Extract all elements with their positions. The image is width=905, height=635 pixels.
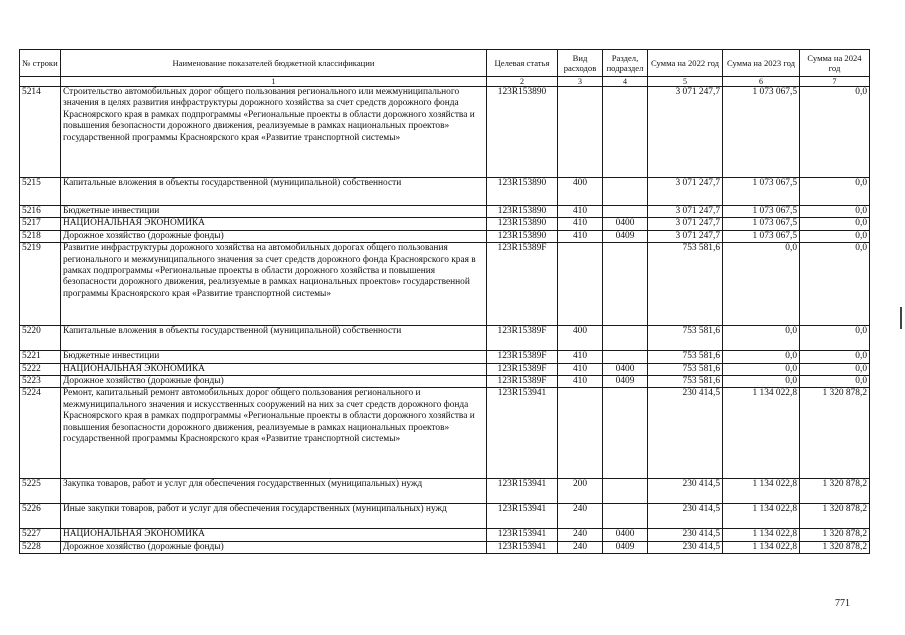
table-row <box>20 363 870 375</box>
row-sum-2022: 753 581,6 <box>648 376 723 388</box>
table-row <box>20 504 870 529</box>
row-name: Ремонт, капитальный ремонт автомобильных дорог общего пользования регионального и межмуниципального значения и искусственных сооружений на них за счет средств дорожного фонда Красноярского края в рамках подпрограммы «Региональные проекты в области дорожного хозяйства и повышения безопасности дорожного движения, реализуемые в рамках национальных проектов» государственной программы Красноярского края «Развитие транспортной системы» <box>61 388 487 479</box>
column-number: 2 <box>487 77 558 87</box>
row-expense-kind <box>558 388 603 479</box>
row-target-code: 123R15389F <box>487 243 558 326</box>
row-section <box>603 479 648 504</box>
row-number: 5215 <box>20 178 61 206</box>
header-section: Раздел, подраздел <box>603 50 648 77</box>
header-row-no: № строки <box>20 50 61 77</box>
header-target: Целевая статья <box>487 50 558 77</box>
row-target-code: 123R153941 <box>487 504 558 529</box>
row-expense-kind <box>558 243 603 326</box>
row-name: Бюджетные инвестиции <box>61 206 487 218</box>
row-name: НАЦИОНАЛЬНАЯ ЭКОНОМИКА <box>61 218 487 230</box>
row-number: 5222 <box>20 363 61 375</box>
row-target-code: 123R153941 <box>487 479 558 504</box>
row-sum-2022: 3 071 247,7 <box>648 230 723 242</box>
row-sum-2022: 3 071 247,7 <box>648 206 723 218</box>
row-name: Дорожное хозяйство (дорожные фонды) <box>61 376 487 388</box>
row-number: 5225 <box>20 479 61 504</box>
table-row <box>20 388 870 479</box>
row-sum-2023: 0,0 <box>723 351 800 363</box>
row-name: Иные закупки товаров, работ и услуг для обеспечения государственных (муниципальных) нужд <box>61 504 487 529</box>
row-sum-2024: 0,0 <box>800 206 870 218</box>
row-expense-kind: 410 <box>558 230 603 242</box>
row-name: Развитие инфраструктуры дорожного хозяйства на автомобильных дорогах общего пользования регионального и межмуниципального значения за счет средств дорожного фонда Красноярского края в рамках подпрограммы «Региональные проекты в области дорожного хозяйства и повышения безопасности дорожного движения, реализуемые в рамках национальных проектов» государственной программы Красноярского края «Развитие транспортной системы» <box>61 243 487 326</box>
row-sum-2023: 1 134 022,8 <box>723 504 800 529</box>
row-sum-2024: 0,0 <box>800 376 870 388</box>
table-row <box>20 243 870 326</box>
row-name: Бюджетные инвестиции <box>61 351 487 363</box>
row-sum-2023: 1 134 022,8 <box>723 541 800 553</box>
row-section <box>603 326 648 351</box>
row-sum-2022: 3 071 247,7 <box>648 178 723 206</box>
row-section <box>603 388 648 479</box>
row-sum-2024: 0,0 <box>800 178 870 206</box>
row-sum-2023: 1 073 067,5 <box>723 230 800 242</box>
page-number: 771 <box>835 598 850 609</box>
row-sum-2022: 3 071 247,7 <box>648 218 723 230</box>
row-sum-2024: 0,0 <box>800 87 870 178</box>
row-sum-2024: 1 320 878,2 <box>800 541 870 553</box>
row-expense-kind: 410 <box>558 218 603 230</box>
row-sum-2023: 1 073 067,5 <box>723 178 800 206</box>
header-name: Наименование показателей бюджетной классификации <box>61 50 487 77</box>
row-section: 0409 <box>603 376 648 388</box>
row-sum-2023: 1 073 067,5 <box>723 87 800 178</box>
row-sum-2024: 1 320 878,2 <box>800 479 870 504</box>
row-number: 5228 <box>20 541 61 553</box>
header-row <box>20 50 870 77</box>
row-target-code: 123R15389F <box>487 363 558 375</box>
row-section: 0400 <box>603 363 648 375</box>
row-expense-kind: 400 <box>558 178 603 206</box>
table-row <box>20 206 870 218</box>
row-target-code: 123R15389F <box>487 326 558 351</box>
column-number-row <box>20 77 870 87</box>
row-sum-2024: 0,0 <box>800 326 870 351</box>
header-sum-2024: Сумма на 2024 год <box>800 50 870 77</box>
row-sum-2023: 0,0 <box>723 326 800 351</box>
row-expense-kind: 410 <box>558 376 603 388</box>
row-sum-2022: 230 414,5 <box>648 479 723 504</box>
row-sum-2024: 0,0 <box>800 230 870 242</box>
row-sum-2024: 1 320 878,2 <box>800 529 870 541</box>
row-sum-2022: 753 581,6 <box>648 351 723 363</box>
row-target-code: 123R15389F <box>487 376 558 388</box>
row-sum-2022: 230 414,5 <box>648 504 723 529</box>
header-sum-2022: Сумма на 2022 год <box>648 50 723 77</box>
row-sum-2024: 1 320 878,2 <box>800 504 870 529</box>
row-section: 0400 <box>603 218 648 230</box>
header-sum-2023: Сумма на 2023 год <box>723 50 800 77</box>
scan-edge-mark <box>900 307 902 329</box>
row-section: 0409 <box>603 541 648 553</box>
table-row <box>20 218 870 230</box>
row-name: НАЦИОНАЛЬНАЯ ЭКОНОМИКА <box>61 529 487 541</box>
row-sum-2022: 753 581,6 <box>648 243 723 326</box>
row-target-code: 123R153941 <box>487 529 558 541</box>
row-number: 5226 <box>20 504 61 529</box>
row-sum-2022: 753 581,6 <box>648 326 723 351</box>
row-section <box>603 351 648 363</box>
row-sum-2024: 0,0 <box>800 351 870 363</box>
row-target-code: 123R153890 <box>487 87 558 178</box>
row-number: 5227 <box>20 529 61 541</box>
row-sum-2022: 230 414,5 <box>648 541 723 553</box>
row-number: 5220 <box>20 326 61 351</box>
column-number: 3 <box>558 77 603 87</box>
row-target-code: 123R153941 <box>487 541 558 553</box>
row-expense-kind <box>558 87 603 178</box>
row-sum-2023: 1 073 067,5 <box>723 206 800 218</box>
row-name: Дорожное хозяйство (дорожные фонды) <box>61 541 487 553</box>
column-number: 7 <box>800 77 870 87</box>
row-name: Закупка товаров, работ и услуг для обеспечения государственных (муниципальных) нужд <box>61 479 487 504</box>
table-body <box>20 87 870 554</box>
column-number: 5 <box>648 77 723 87</box>
header-kind: Вид расходов <box>558 50 603 77</box>
row-target-code: 123R153890 <box>487 206 558 218</box>
row-sum-2022: 3 071 247,7 <box>648 87 723 178</box>
row-expense-kind: 200 <box>558 479 603 504</box>
row-target-code: 123R15389F <box>487 351 558 363</box>
row-expense-kind: 240 <box>558 504 603 529</box>
row-name: Капитальные вложения в объекты государственной (муниципальной) собственности <box>61 326 487 351</box>
row-number: 5223 <box>20 376 61 388</box>
row-sum-2023: 1 073 067,5 <box>723 218 800 230</box>
row-expense-kind: 410 <box>558 363 603 375</box>
table-row <box>20 376 870 388</box>
row-sum-2024: 0,0 <box>800 363 870 375</box>
row-section <box>603 243 648 326</box>
row-target-code: 123R153890 <box>487 230 558 242</box>
table-row <box>20 178 870 206</box>
row-target-code: 123R153941 <box>487 388 558 479</box>
row-expense-kind: 400 <box>558 326 603 351</box>
row-sum-2024: 0,0 <box>800 243 870 326</box>
row-expense-kind: 410 <box>558 351 603 363</box>
row-section: 0409 <box>603 230 648 242</box>
table-row <box>20 541 870 553</box>
table-row <box>20 326 870 351</box>
row-number: 5214 <box>20 87 61 178</box>
column-number: 4 <box>603 77 648 87</box>
row-sum-2022: 753 581,6 <box>648 363 723 375</box>
row-section: 0400 <box>603 529 648 541</box>
table-row <box>20 351 870 363</box>
row-sum-2022: 230 414,5 <box>648 388 723 479</box>
row-number: 5224 <box>20 388 61 479</box>
budget-table <box>19 49 870 554</box>
table-row <box>20 529 870 541</box>
row-sum-2023: 1 134 022,8 <box>723 479 800 504</box>
row-expense-kind: 240 <box>558 541 603 553</box>
row-sum-2023: 0,0 <box>723 363 800 375</box>
row-expense-kind: 410 <box>558 206 603 218</box>
column-number: 1 <box>61 77 487 87</box>
row-number: 5216 <box>20 206 61 218</box>
row-name: Строительство автомобильных дорог общего пользования регионального или межмуниципального значения в целях развития инфраструктуры дорожного хозяйства за счет средств дорожного фонда Красноярского края в рамках подпрограммы «Региональные проекты в области дорожного хозяйства и повышения безопасности дорожного движения, реализуемые в рамках национальных проектов» государственной программы Красноярского края «Развитие транспортной системы» <box>61 87 487 178</box>
row-name: Капитальные вложения в объекты государственной (муниципальной) собственности <box>61 178 487 206</box>
row-name: Дорожное хозяйство (дорожные фонды) <box>61 230 487 242</box>
row-name: НАЦИОНАЛЬНАЯ ЭКОНОМИКА <box>61 363 487 375</box>
row-number: 5218 <box>20 230 61 242</box>
row-target-code: 123R153890 <box>487 218 558 230</box>
row-sum-2022: 230 414,5 <box>648 529 723 541</box>
row-section <box>603 504 648 529</box>
table-row <box>20 230 870 242</box>
row-sum-2023: 0,0 <box>723 243 800 326</box>
row-sum-2023: 0,0 <box>723 376 800 388</box>
row-sum-2024: 1 320 878,2 <box>800 388 870 479</box>
row-sum-2023: 1 134 022,8 <box>723 388 800 479</box>
column-number: 6 <box>723 77 800 87</box>
row-target-code: 123R153890 <box>487 178 558 206</box>
row-number: 5221 <box>20 351 61 363</box>
row-sum-2023: 1 134 022,8 <box>723 529 800 541</box>
row-section <box>603 178 648 206</box>
column-number <box>20 77 61 87</box>
row-number: 5219 <box>20 243 61 326</box>
row-number: 5217 <box>20 218 61 230</box>
row-section <box>603 87 648 178</box>
row-expense-kind: 240 <box>558 529 603 541</box>
row-section <box>603 206 648 218</box>
table-row <box>20 479 870 504</box>
table-row <box>20 87 870 178</box>
row-sum-2024: 0,0 <box>800 218 870 230</box>
